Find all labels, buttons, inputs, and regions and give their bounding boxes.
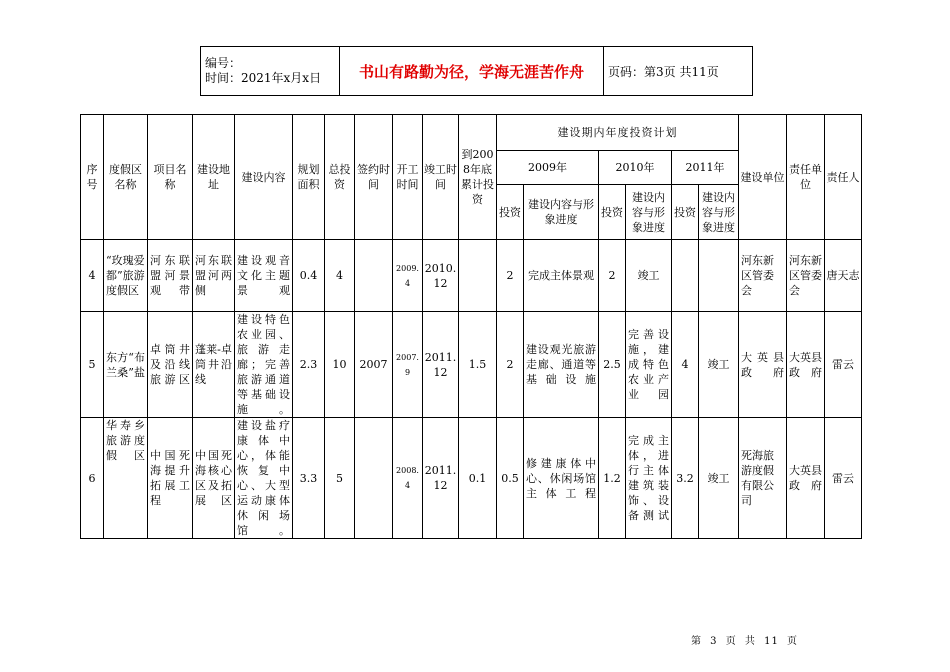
header-start-time: 开工时间 (393, 115, 423, 240)
cell-invest-2011 (672, 240, 699, 312)
cell-progress-2011: 竣工 (699, 418, 739, 539)
cell-plan-area: 3.3 (293, 418, 325, 539)
header-site: 建设地址 (193, 115, 235, 240)
cell-site: 河东联盟河两侧 (193, 240, 235, 312)
cell-progress-2010: 完成主体，进行主体建筑装饰、设备测试 (626, 418, 672, 539)
cell-invest-2009: 2 (497, 312, 524, 418)
cell-area: 华寿乡旅游度假区 (104, 418, 148, 539)
cell-invest-2011: 4 (672, 312, 699, 418)
cell-finish-time: 2011.12 (423, 418, 459, 539)
cell-progress-2010: 竣工 (626, 240, 672, 312)
cell-progress-2010: 完善设施，建成特色农业产业园 (626, 312, 672, 418)
cell-seq: 4 (81, 240, 104, 312)
cell-sign-time (355, 240, 393, 312)
header-year-2009: 2009年 (497, 151, 599, 185)
header-cumulative-2008: 到2008年底累计投资 (459, 115, 497, 240)
header-resp-unit: 责任单位 (787, 115, 825, 240)
cell-project: 中国死海提升拓展工程 (148, 418, 193, 539)
document-number-label: 编号： (205, 56, 242, 70)
cell-site: 蓬莱-卓筒井沿线 (193, 312, 235, 418)
cell-resp-person: 唐天志 (825, 240, 862, 312)
header-progress-2010: 建设内容与形象进度 (626, 185, 672, 240)
page-footer: 第 3 页 共 11 页 (691, 636, 798, 647)
cell-cumulative-2008: 0.1 (459, 418, 497, 539)
cell-content: 建设观音文化主题景观 (235, 240, 293, 312)
cell-invest-2010: 2.5 (599, 312, 626, 418)
cell-area: “玫瑰爱都”旅游度假区 (104, 240, 148, 312)
header-sign-time: 签约时间 (355, 115, 393, 240)
cell-progress-2011: 竣工 (699, 312, 739, 418)
investment-plan-table (80, 114, 862, 539)
cell-start-time: 2008.4 (393, 418, 423, 539)
table-row (81, 418, 862, 539)
cell-sign-time (355, 418, 393, 539)
cell-progress-2009: 修建康体中心、休闲场馆主体工程 (524, 418, 599, 539)
header-page-label: 页码：第3页 共11页 (604, 47, 753, 96)
cell-start-time: 2009.4 (393, 240, 423, 312)
header-progress-2009: 建设内容与形象进度 (524, 185, 599, 240)
cell-progress-2009: 建设观光旅游走廊、通道等基础设施 (524, 312, 599, 418)
cell-invest-2009: 2 (497, 240, 524, 312)
cell-content: 建设特色农业园、旅游走廊；完善旅游通道等基础设施。 (235, 312, 293, 418)
cell-content: 建设盐疗康体中心，体能恢复中心、大型运动康体休闲场馆。 (235, 418, 293, 539)
cell-finish-time: 2011.12 (423, 312, 459, 418)
cell-invest-2010: 1.2 (599, 418, 626, 539)
cell-sign-time: 2007 (355, 312, 393, 418)
cell-resp-unit: 大英县政府 (787, 418, 825, 539)
cell-area: 东方“布兰桑”盐 (104, 312, 148, 418)
cell-site: 中国死海核心区及拓展区 (193, 418, 235, 539)
cell-invest-2010: 2 (599, 240, 626, 312)
cell-total-invest: 5 (325, 418, 355, 539)
cell-invest-2011: 3.2 (672, 418, 699, 539)
header-motto: 书山有路勤为径，学海无涯苦作舟 (340, 47, 604, 96)
header-meta (201, 47, 340, 96)
header-project: 项目名称 (148, 115, 193, 240)
header-finish-time: 竣工时间 (423, 115, 459, 240)
header-area: 度假区名称 (104, 115, 148, 240)
cell-start-time: 2007.9 (393, 312, 423, 418)
header-year-2010: 2010年 (599, 151, 672, 185)
cell-resp-unit: 大英县政府 (787, 312, 825, 418)
header-build-unit: 建设单位 (739, 115, 787, 240)
header-seq: 序号 (81, 115, 104, 240)
cell-build-unit: 河东新区管委会 (739, 240, 787, 312)
cell-project: 卓筒井及沿线旅游区 (148, 312, 193, 418)
cell-invest-2009: 0.5 (497, 418, 524, 539)
document-header (200, 46, 753, 96)
header-progress-2011: 建设内容与形象进度 (699, 185, 739, 240)
cell-build-unit: 大英县政府 (739, 312, 787, 418)
cell-resp-person: 雷云 (825, 312, 862, 418)
cell-project: 河东联盟河景观带 (148, 240, 193, 312)
cell-seq: 6 (81, 418, 104, 539)
header-invest-2010: 投资 (599, 185, 626, 240)
cell-resp-unit: 河东新区管委会 (787, 240, 825, 312)
cell-build-unit: 死海旅游度假有限公司 (739, 418, 787, 539)
header-resp-person: 责任人 (825, 115, 862, 240)
cell-cumulative-2008 (459, 240, 497, 312)
cell-total-invest: 4 (325, 240, 355, 312)
table-row (81, 312, 862, 418)
cell-progress-2009: 完成主体景观 (524, 240, 599, 312)
header-invest-2011: 投资 (672, 185, 699, 240)
cell-cumulative-2008: 1.5 (459, 312, 497, 418)
header-plan-area: 规划面积 (293, 115, 325, 240)
cell-finish-time: 2010.12 (423, 240, 459, 312)
header-invest-2009: 投资 (497, 185, 524, 240)
cell-progress-2011 (699, 240, 739, 312)
cell-resp-person: 雷云 (825, 418, 862, 539)
header-total-invest: 总投资 (325, 115, 355, 240)
document-time-label: 时间：2021年x月x日 (205, 71, 322, 85)
cell-seq: 5 (81, 312, 104, 418)
cell-plan-area: 2.3 (293, 312, 325, 418)
header-content: 建设内容 (235, 115, 293, 240)
cell-plan-area: 0.4 (293, 240, 325, 312)
header-plan-group: 建设期内年度投资计划 (497, 115, 739, 151)
table-row (81, 240, 862, 312)
cell-total-invest: 10 (325, 312, 355, 418)
header-year-2011: 2011年 (672, 151, 739, 185)
